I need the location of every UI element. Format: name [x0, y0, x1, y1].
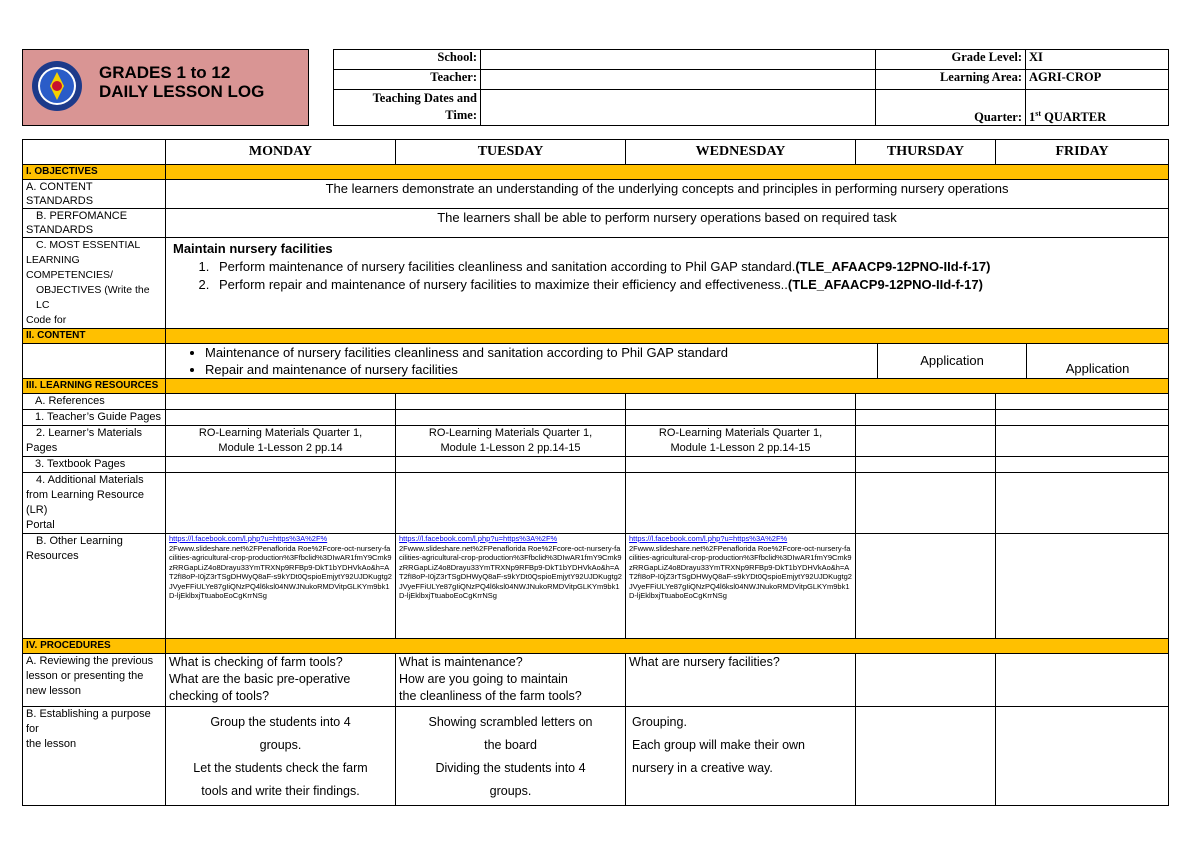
- day-tuesday: TUESDAY: [396, 140, 626, 165]
- melc-item: 1. Perform maintenance of nursery facilities cleanliness and sanitation according to Phil GAP standard.(TLE_AFAACP9-12PNO-IId-f-17): [213, 258, 1165, 276]
- grade-level-value: XI: [1026, 50, 1169, 70]
- day-wednesday: WEDNESDAY: [626, 140, 856, 165]
- other-resources-tuesday: https://l.facebook.com/l.php?u=https%3A%2F% 2Fwww.slideshare.net%2FPenaflorida Roe%2Fcore-oct-nursery-facilities-agricultural-crop-production%3Ffbclid%3DIwAR1fmY9Cmk9zRRGapLiZ4o8Drayu33YmTRXNp9RFBp9-DkT1bYDHVkAo&h=AT2fI8oP-I0jZ3rTSgDHWyQ8aF-s9kYDt0QspioEmjytY92UJDKugtg2JVyeFFiULYe87gIiQNzPQ4l6ksl04NWJNukoRMDVitpGLKYm9bk1D-ljEklbxjTtuaboEoCgKrrNSg: [396, 534, 626, 639]
- content-section-row: [23, 329, 1169, 344]
- lm-monday: RO-Learning Materials Quarter 1, Module 1-Lesson 2 pp.14: [166, 426, 396, 457]
- teacher-label: Teacher:: [334, 70, 481, 90]
- teaching-dates-label: Teaching Dates and Time:: [334, 90, 481, 126]
- other-resources-label: B. Other Learning Resources: [23, 534, 166, 639]
- learning-area-label: Learning Area:: [876, 70, 1026, 90]
- days-header-row: [23, 140, 1169, 165]
- procedure-b-wednesday: Grouping. Each group will make their own nursery in a creative way.: [626, 707, 856, 806]
- performance-standards-text: The learners shall be able to perform nursery operations based on required task: [166, 209, 1169, 238]
- procedure-a-label: A. Reviewing the previous lesson or presenting the new lesson: [23, 654, 166, 707]
- melc-label: C. MOST ESSENTIAL LEARNING COMPETENCIES/ OBJECTIVES (Write the LC Code for: [23, 238, 166, 329]
- learning-area-value: AGRI-CROP: [1026, 70, 1169, 90]
- school-label: School:: [334, 50, 481, 70]
- content-heading: II. CONTENT: [23, 329, 166, 344]
- procedure-b-monday: Group the students into 4 groups. Let the students check the farm tools and write their findings.: [166, 707, 396, 806]
- other-resources-wednesday: https://l.facebook.com/l.php?u=https%3A%2F% 2Fwww.slideshare.net%2FPenaflorida Roe%2Fcore-oct-nursery-facilities-agricultural-crop-production%3Ffbclid%3DIwAR1fmY9Cmk9zRRGapLiZ4o8Drayu33YmTRXNp9RFBp9-DkT1bYDHVkAo&h=AT2fI8oP-I0jZ3rTSgDHWyQ8aF-s9kYDt0QspioEmjytY92UJDKugtg2JVyeFFiULYe87gIiQNzPQ4l6ksl04NWJNukoRMDVitpGLKYm9bk1D-ljEklbxjTtuaboEoCgKrrNSg: [626, 534, 856, 639]
- quarter-label: Quarter:: [876, 90, 1026, 126]
- deped-seal-icon: [31, 60, 83, 112]
- grade-level-label: Grade Level:: [876, 50, 1026, 70]
- resources-section-row: [23, 379, 1169, 394]
- content-bullet: • Repair and maintenance of nursery facilities: [205, 361, 874, 378]
- learners-materials-label: 2. Learner’s Materials Pages: [23, 426, 166, 457]
- header-table: [22, 49, 1169, 126]
- teaching-dates-value: [481, 90, 876, 126]
- procedures-heading: IV. PROCEDURES: [23, 639, 166, 654]
- quarter-value: 1st QUARTER: [1026, 90, 1169, 126]
- textbook-label: 3. Textbook Pages: [23, 457, 166, 473]
- procedure-a-wednesday: What are nursery facilities?: [626, 654, 856, 707]
- resources-heading: III. LEARNING RESOURCES: [23, 379, 166, 394]
- resource-link[interactable]: https://l.facebook.com/l.php?u=https%3A%2F%: [169, 534, 328, 543]
- procedure-a-tuesday: What is maintenance? How are you going to maintain the cleanliness of the farm tools?: [396, 654, 626, 707]
- procedure-b-tuesday: Showing scrambled letters on the board Dividing the students into 4 groups.: [396, 707, 626, 806]
- objectives-section-row: [23, 165, 1169, 180]
- title-cell: [23, 50, 309, 126]
- page-title: GRADES 1 to 12 DAILY LESSON LOG: [99, 63, 265, 101]
- content-standards-text: The learners demonstrate an understanding of the underlying concepts and principles in performing nursery operations: [166, 180, 1169, 209]
- content-bullet: • Maintenance of nursery facilities cleanliness and sanitation according to Phil GAP standard: [205, 344, 874, 361]
- day-thursday: THURSDAY: [856, 140, 996, 165]
- content-thursday: Application: [878, 344, 1027, 379]
- lm-tuesday: RO-Learning Materials Quarter 1, Module 1-Lesson 2 pp.14-15: [396, 426, 626, 457]
- performance-standards-label: B. PERFOMANCE STANDARDS: [23, 209, 166, 238]
- procedures-section-row: [23, 639, 1169, 654]
- melc-content: [166, 238, 1169, 329]
- lesson-log-table: [22, 139, 1169, 806]
- resource-link[interactable]: https://l.facebook.com/l.php?u=https%3A%2F%: [629, 534, 788, 543]
- melc-list: [173, 258, 1165, 294]
- school-value: [481, 50, 876, 70]
- objectives-heading: I. OBJECTIVES: [23, 165, 166, 180]
- content-friday: Application: [1027, 344, 1169, 379]
- procedure-b-label: B. Establishing a purpose for the lesson: [23, 707, 166, 806]
- references-label: A. References: [23, 394, 166, 410]
- resource-link[interactable]: https://l.facebook.com/l.php?u=https%3A%2F%: [399, 534, 558, 543]
- teacher-value: [481, 70, 876, 90]
- day-friday: FRIDAY: [996, 140, 1169, 165]
- content-standards-label: A. CONTENT STANDARDS: [23, 180, 166, 209]
- other-resources-monday: https://l.facebook.com/l.php?u=https%3A%2F% 2Fwww.slideshare.net%2FPenaflorida Roe%2Fcore-oct-nursery-facilities-agricultural-crop-production%3Ffbclid%3DIwAR1fmY9Cmk9zRRGapLiZ4o8Drayu33YmTRXNp9RFBp9-DkT1bYDHVkAo&h=AT2fI8oP-I0jZ3rTSgDHWyQ8aF-s9kYDt0QspioEmjytY92UJDKugtg2JVyeFFiULYe87gIiQNzPQ4l6ksl04NWJNukoRMDVitpGLKYm9bk1D-ljEklbxjTtuaboEoCgKrrNSg: [166, 534, 396, 639]
- lm-wednesday: RO-Learning Materials Quarter 1, Module 1-Lesson 2 pp.14-15: [626, 426, 856, 457]
- procedure-a-monday: What is checking of farm tools? What are the basic pre-operative checking of tools?: [166, 654, 396, 707]
- melc-title: Maintain nursery facilities: [173, 241, 333, 256]
- teachers-guide-label: 1. Teacher’s Guide Pages: [23, 410, 166, 426]
- additional-materials-label: 4. Additional Materials from Learning Resource (LR) Portal: [23, 473, 166, 534]
- content-bullets: [166, 344, 878, 379]
- melc-item: 2. Perform repair and maintenance of nursery facilities to maximize their efficiency and effectiveness..(TLE_AFAACP9-12PNO-IId-f-17): [213, 276, 1165, 294]
- day-monday: MONDAY: [166, 140, 396, 165]
